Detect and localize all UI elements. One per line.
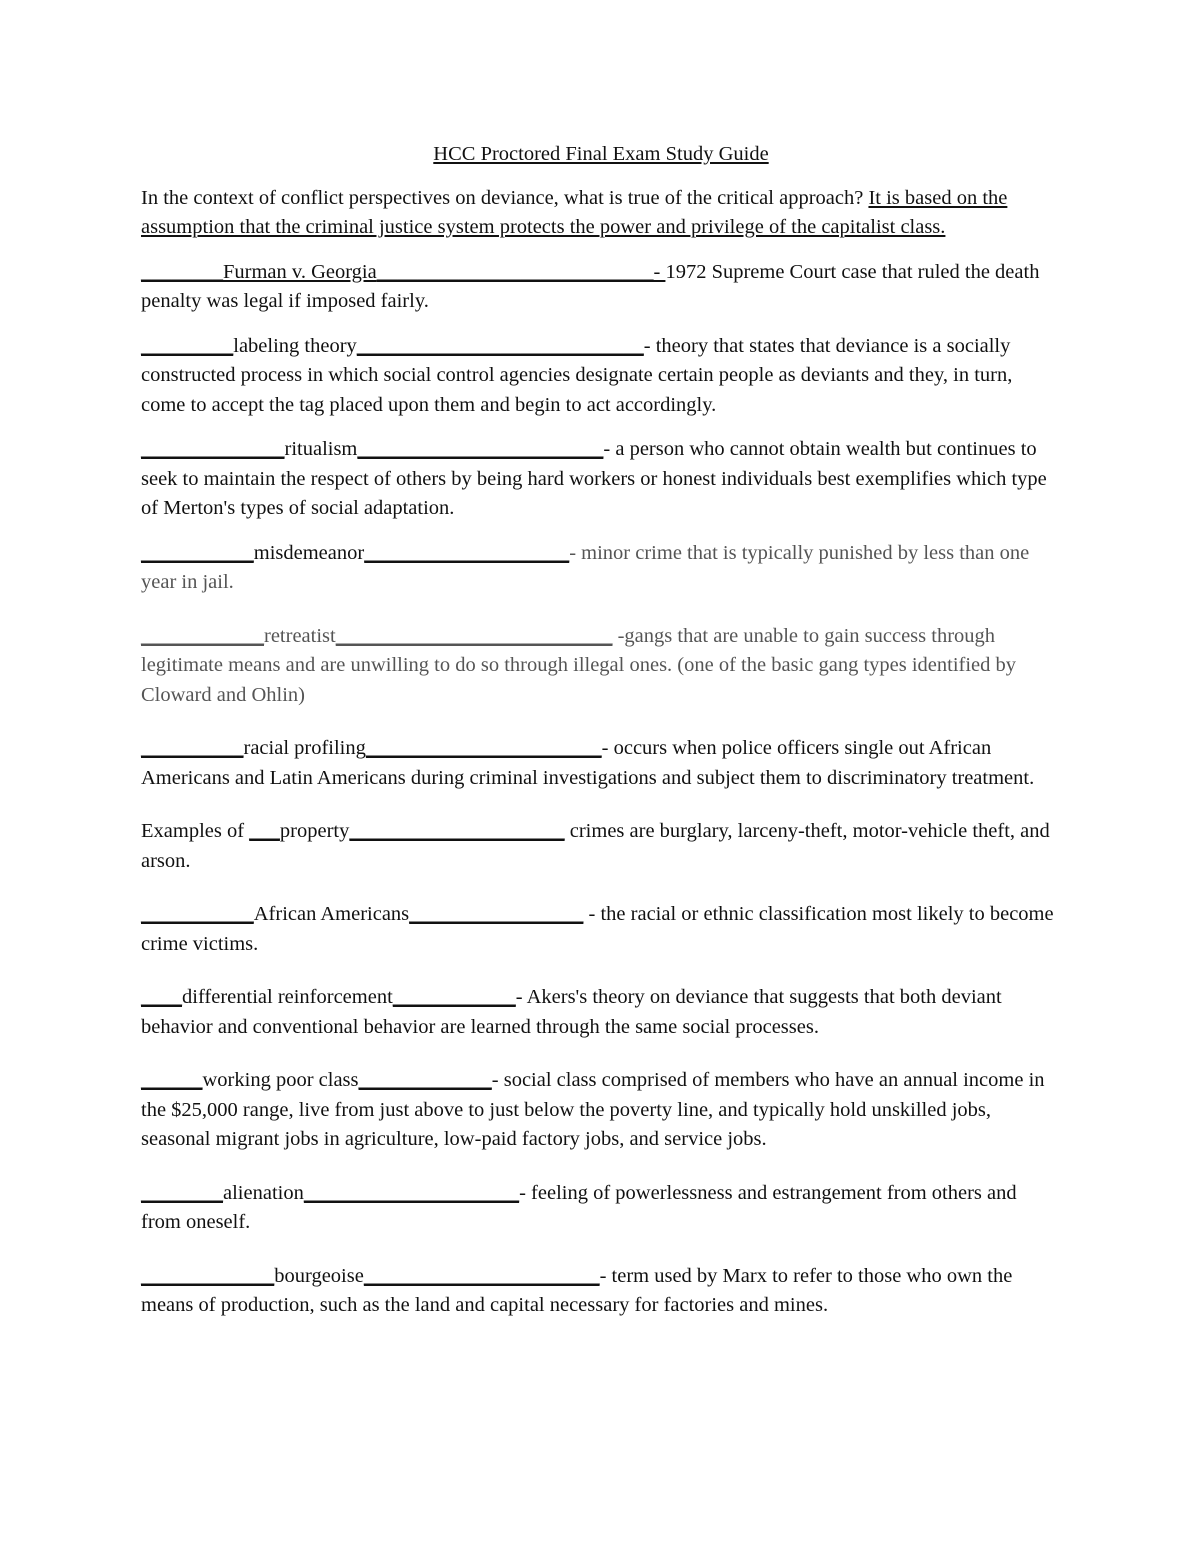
study-item-retreatist bbox=[141, 622, 1061, 711]
item-term: African Americans bbox=[253, 903, 410, 925]
item-definition: - theory that states that deviance is a socially constructed process in which social control agencies designate certain people as deviants and they, in turn, come to accept the tag placed upon them and begin to act accordingly. bbox=[141, 334, 1013, 416]
item-term: property bbox=[279, 820, 350, 842]
intro-answer: It is based on the assumption that the criminal justice system protects the power and privilege of the capitalist class. bbox=[141, 186, 1008, 238]
item-lead-blank: _________ bbox=[141, 334, 234, 357]
item-definition: - feeling of powerlessness and estrangement from others and from oneself. bbox=[141, 1181, 1017, 1233]
item-definition: - Akers's theory on deviance that suggests that both deviant behavior and conventional behavior are learned through the same social processes. bbox=[141, 986, 1002, 1038]
examples-prefix: Examples of bbox=[141, 820, 250, 842]
item-trail-blank: _______________________ bbox=[363, 1264, 600, 1287]
item-term: labeling theory bbox=[233, 334, 357, 357]
item-term: Furman v. Georgia bbox=[223, 260, 377, 283]
item-trail-blank: ___________________________- bbox=[376, 260, 666, 283]
item-trail-blank: ________________________ bbox=[357, 438, 604, 460]
item-term: retreatist bbox=[264, 624, 336, 647]
item-lead-blank: _____________ bbox=[141, 1264, 275, 1287]
item-definition: - minor crime that is typically punished by less than one year in jail. bbox=[141, 541, 1030, 593]
item-lead-blank: ________ bbox=[141, 260, 223, 283]
item-trail-blank: _________________ bbox=[409, 903, 584, 925]
item-lead-blank: ______________ bbox=[141, 438, 285, 460]
item-definition: - occurs when police officers single out African Americans and Latin Americans during criminal investigations and subject them to discriminatory treatment. bbox=[141, 737, 1035, 789]
document-page bbox=[141, 140, 1061, 1336]
item-definition: - a person who cannot obtain wealth but continues to seek to maintain the respect of others by being hard workers or honest individuals best exemplifies which type of Merton's types of social adaptation. bbox=[141, 438, 1047, 519]
item-lead-blank: ____ bbox=[141, 986, 182, 1008]
item-trail-blank: ____________________________ bbox=[356, 334, 644, 357]
item-trail-blank: ___________________________ bbox=[335, 624, 613, 647]
item-lead-blank: ________ bbox=[141, 1181, 223, 1204]
study-item-bourgeoise bbox=[141, 1262, 1061, 1321]
item-trail-blank: _____________________ bbox=[349, 820, 565, 842]
study-item-working-poor-class bbox=[141, 1066, 1061, 1155]
study-item-ritualism bbox=[141, 435, 1061, 524]
item-lead-blank: __________ bbox=[141, 737, 244, 759]
item-trail-blank: _____________________ bbox=[303, 1181, 520, 1204]
item-definition: - the racial or ethnic classification most likely to become crime victims. bbox=[141, 903, 1054, 955]
study-item-racial-profiling bbox=[141, 734, 1061, 793]
item-lead-blank: ____________ bbox=[141, 624, 264, 647]
study-item-alienation bbox=[141, 1179, 1061, 1238]
study-item-furman bbox=[141, 258, 1061, 317]
item-definition: -gangs that are unable to gain success through legitimate means and are unwilling to do so through illegal ones. (one of the basic gang types identified by Cloward and Ohlin) bbox=[141, 624, 1017, 706]
intro-question: In the context of conflict perspectives on deviance, what is true of the critical approach? bbox=[141, 186, 869, 209]
item-lead-blank: ______ bbox=[141, 1069, 203, 1091]
item-term: racial profiling bbox=[243, 737, 366, 759]
page-title: HCC Proctored Final Exam Study Guide bbox=[433, 143, 769, 165]
study-item-misdemeanor bbox=[141, 539, 1061, 598]
item-lead-blank: ___________ bbox=[141, 903, 254, 925]
item-lead-blank: ___________ bbox=[141, 541, 254, 564]
item-trail-blank: _____________ bbox=[358, 1069, 492, 1091]
study-item-property-crimes bbox=[141, 817, 1061, 876]
study-item-labeling-theory bbox=[141, 332, 1061, 421]
item-trail-blank: ____________ bbox=[392, 986, 516, 1008]
item-lead-blank: ___ bbox=[249, 820, 280, 842]
item-definition: 1972 Supreme Court case that ruled the death penalty was legal if imposed fairly. bbox=[141, 260, 1040, 312]
study-item-african-americans bbox=[141, 900, 1061, 959]
item-term: working poor class bbox=[202, 1069, 359, 1091]
item-definition: - social class comprised of members who have an annual income in the $25,000 range, live from just above to just below the poverty line, and typically hold unskilled jobs, seasonal migrant jobs in agriculture, low-paid factory jobs, and service jobs. bbox=[141, 1069, 1045, 1150]
item-trail-blank: ____________________ bbox=[364, 541, 570, 564]
item-definition: - term used by Marx to refer to those who own the means of production, such as the land and capital necessary for factories and mines. bbox=[141, 1264, 1013, 1316]
study-item-differential-reinforcement bbox=[141, 983, 1061, 1042]
item-term: bourgeoise bbox=[274, 1264, 364, 1287]
item-term: misdemeanor bbox=[253, 541, 365, 564]
item-trail-blank: _______________________ bbox=[365, 737, 602, 759]
item-term: differential reinforcement bbox=[182, 986, 393, 1008]
intro-paragraph bbox=[141, 184, 1061, 243]
item-term: alienation bbox=[223, 1181, 304, 1204]
examples-suffix: crimes are burglary, larceny-theft, motor-vehicle theft, and arson. bbox=[141, 820, 1050, 872]
item-term: ritualism bbox=[284, 438, 358, 460]
